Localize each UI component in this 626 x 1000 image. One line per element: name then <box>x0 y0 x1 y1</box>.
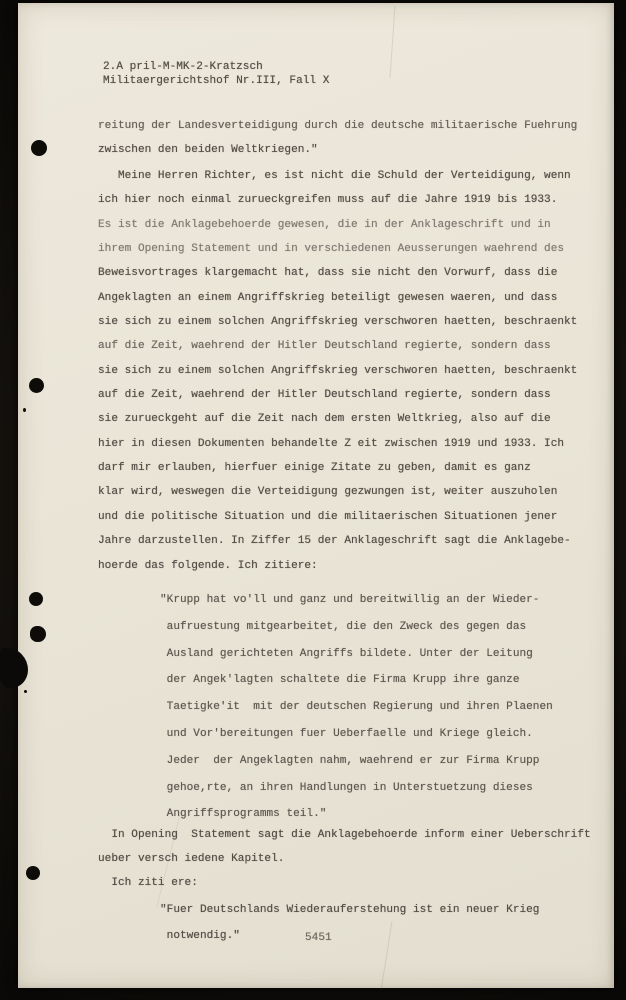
blockquote-krupp-indictment <box>160 587 553 828</box>
text-line: darf mir erlauben, hierfuer einige Zitate zu geben, damit es ganz <box>98 462 531 475</box>
paragraph-carryover <box>98 115 577 162</box>
text-line: und Vor'bereitungen fuer Ueberfaelle und Kriege gleich. <box>160 727 533 740</box>
text-line: und die politische Situation und die militaerischen Situationen jener <box>98 510 558 523</box>
hole-punch-mark <box>29 592 43 606</box>
paragraph-main <box>98 164 577 578</box>
paragraph-opening-statement <box>98 823 591 895</box>
text-line: In Opening Statement sagt die Anklagebehoerde inform einer Ueberschrift <box>98 829 591 841</box>
text-line: Beweisvortrages klargemacht hat, dass sie nicht den Vorwurf, dass die <box>98 267 558 280</box>
text-line: hier in diesen Dokumenten behandelte Z eit zwischen 1919 und 1933. Ich <box>98 437 565 450</box>
text-line: "Krupp hat vo'll und ganz und bereitwillig an der Wieder- <box>160 594 540 606</box>
text-line: ich hier noch einmal zurueckgreifen muss auf die Jahre 1919 bis 1933. <box>98 194 558 207</box>
text-line: notwendig." <box>160 930 240 942</box>
text-line: Militaergerichtshof Nr.III, Fall X <box>103 74 330 87</box>
hole-punch-mark <box>31 140 47 156</box>
text-line: auf die Zeit, waehrend der Hitler Deutschland regierte, sondern dass <box>98 389 551 402</box>
page-number: 5451 <box>305 932 332 944</box>
text-line: der Angek'lagten schaltete die Firma Krupp ihre ganze <box>160 674 520 687</box>
hole-punch-mark <box>26 866 40 880</box>
text-line: "Fuer Deutschlands Wiederauferstehung ist ein neuer Krieg <box>160 904 540 916</box>
text-line: sie zurueckgeht auf die Zeit nach dem ersten Weltkrieg, also auf die <box>98 413 551 426</box>
text-line: sie sich zu einem solchen Angriffskrieg verschworen haetten, beschraenkt <box>98 364 578 377</box>
hole-punch-mark <box>30 626 46 642</box>
text-line: Es ist die Anklagebehoerde gewesen, die in der Anklageschrift und in <box>98 218 551 231</box>
document-header <box>103 61 329 88</box>
text-line: Angeklagten an einem Angriffskrieg beteiligt gewesen waeren, und dass <box>98 291 558 304</box>
text-line: sie sich zu einem solchen Angriffskrieg verschworen haetten, beschraenkt <box>98 316 578 329</box>
text-line: ueber versch iedene Kapitel. <box>98 853 285 865</box>
ink-speck <box>23 408 26 412</box>
text-line: Meine Herren Richter, es ist nicht die Schuld der Verteidigung, wenn <box>98 170 571 182</box>
text-line: reitung der Landesverteidigung durch die deutsche militaerische Fuehrung <box>98 120 578 132</box>
text-line: hoerde das folgende. Ich zitiere: <box>98 559 318 572</box>
text-line: Jahre darzustellen. In Ziffer 15 der Anklageschrift sagt die Anklagebe- <box>98 535 571 548</box>
text-line: Jeder der Angeklagten nahm, waehrend er zur Firma Krupp <box>160 754 540 767</box>
text-line: auf die Zeit, waehrend der Hitler Deutschland regierte, sondern dass <box>98 340 551 353</box>
document-page <box>18 3 614 988</box>
text-line: aufruestung mitgearbeitet, die den Zweck des gegen das <box>160 620 527 633</box>
text-line: Ich ziti ere: <box>98 877 198 889</box>
ink-speck <box>24 690 27 693</box>
text-line: Angriffsprogramms teil." <box>160 808 327 821</box>
text-line: ihrem Opening Statement und in verschiedenen Aeusserungen waehrend des <box>98 243 565 256</box>
text-line: gehoe,rte, an ihren Handlungen in Unterstuetzung dieses <box>160 781 533 794</box>
text-line: Ausland gerichteten Angriffs bildete. Unter der Leitung <box>160 647 533 660</box>
text-line: zwischen den beiden Weltkriegen." <box>98 143 318 156</box>
paper-crease <box>389 6 395 78</box>
blockquote-new-war <box>160 897 539 949</box>
text-line: 2.A pril-M-MK-2-Kratzsch <box>103 61 263 73</box>
hole-punch-mark <box>29 378 44 393</box>
text-line: klar wird, weswegen die Verteidigung gezwungen ist, weiter auszuholen <box>98 486 558 499</box>
text-line: Taetigke'it mit der deutschen Regierung und ihren Plaenen <box>160 701 553 714</box>
